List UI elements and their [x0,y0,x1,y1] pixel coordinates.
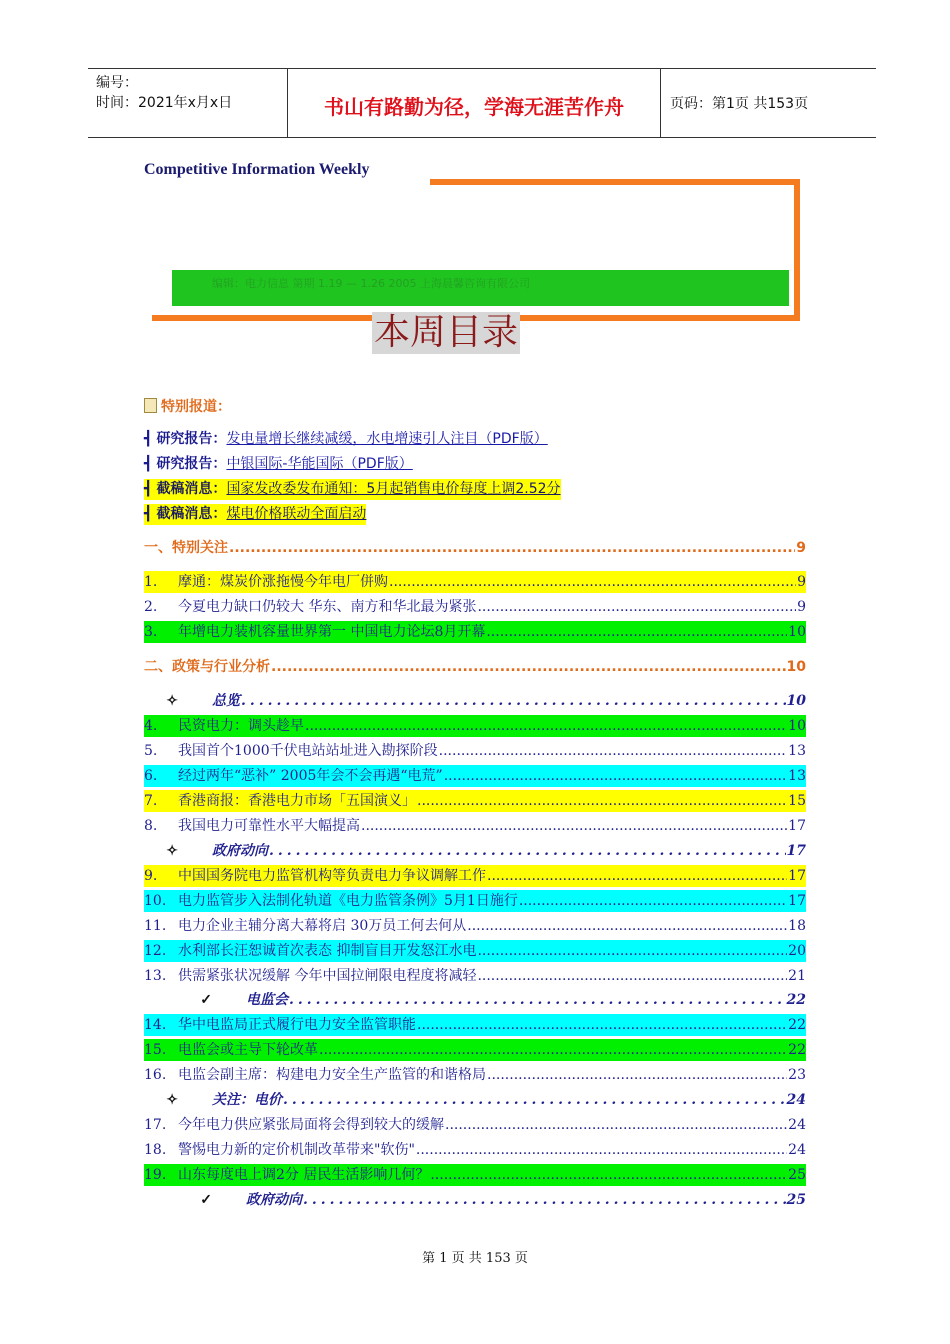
toc-item[interactable] [144,790,806,812]
item-number: 9. [144,868,158,884]
item-title: 电力企业主辅分离大幕将启 30万员工何去何从 [178,918,467,934]
page-ref: 24 [786,1092,806,1108]
leader-dots [486,621,787,643]
item-number: 12. [144,943,167,959]
motto: 书山有路勤为径，学海无涯苦作舟 [324,95,624,119]
item-number: 15. [144,1042,167,1058]
toc-item[interactable] [144,815,806,837]
page-ref: 9 [797,599,806,615]
toc-item[interactable] [144,965,806,987]
report-kind: 研究报告： [156,431,227,447]
divider [660,69,661,137]
leader-dots [477,940,787,962]
checkmark-icon: ✓ [200,1192,212,1208]
page-ref: 13 [788,768,806,784]
toc-subsection[interactable] [144,1089,806,1111]
item-title: 水利部长汪恕诚首次表态 抑制盲目开发怒江水电 [178,943,477,959]
leader-dots [269,840,786,862]
sparkle-icon: ✧ [166,1092,178,1108]
section-title: 二、政策与行业分析 [144,659,270,675]
leader-dots [416,1139,787,1161]
toc-section[interactable] [144,656,806,678]
bullet-icon: ┫ [144,431,153,447]
item-number: 19. [144,1167,167,1183]
page-ref: 22 [786,992,806,1008]
page-ref: 10 [788,718,806,734]
toc-item[interactable] [144,715,806,737]
item-title: 年增电力装机容量世界第一 中国电力论坛8月开幕 [178,624,486,640]
item-number: 17. [144,1117,167,1133]
header-page-number: 页码：第1页 共153页 [670,96,809,112]
item-title: 中国国务院电力监管机构等负责电力争议调解工作 [178,868,486,884]
toc-item[interactable] [144,596,806,618]
leader-dots [241,690,786,712]
item-title: 警惕电力新的定价机制改革带来"软伤" [178,1142,415,1158]
item-number: 16. [144,1067,167,1083]
item-number: 8. [144,818,158,834]
leader-dots [477,596,796,618]
section-title: 一、特别关注 [144,540,228,556]
page-ref: 17 [788,893,806,909]
item-title: 我国电力可靠性水平大幅提高 [178,818,360,834]
toc-item[interactable] [144,865,806,887]
page-ref: 25 [786,1192,806,1208]
leader-dots [417,1014,787,1036]
special-heading-label: 特别报道： [161,399,231,415]
special-report-item[interactable] [144,504,366,525]
toc-subsection[interactable] [144,1189,806,1211]
report-link[interactable]: 煤电价格联动全面启动 [226,506,367,522]
checkmark-icon: ✓ [200,992,212,1008]
special-heading [144,396,231,416]
item-number: 4. [144,718,158,734]
page-ref: 15 [788,793,806,809]
subsection-title: 电监会 [246,992,288,1008]
item-title: 今年电力供应紧张局面将会得到较大的缓解 [178,1117,444,1133]
page-ref: 22 [788,1042,806,1058]
page-ref: 18 [788,918,806,934]
page-ref: 24 [788,1142,806,1158]
toc-subsection[interactable] [144,989,806,1011]
item-title: 山东每度电上调2分 居民生活影响几何？ [178,1167,430,1183]
item-number: 3. [144,624,158,640]
item-title: 今夏电力缺口仍较大 华东、南方和华北最为紧张 [178,599,477,615]
item-number: 1. [144,574,158,590]
page-ref: 10 [786,693,806,709]
page-ref: 13 [788,743,806,759]
sparkle-icon: ✧ [166,843,178,859]
toc-subsection[interactable] [144,690,806,712]
page-ref: 10 [786,659,806,675]
item-title: 华中电监局正式履行电力安全监管职能 [178,1017,416,1033]
document-icon [144,398,157,413]
item-number: 14. [144,1017,167,1033]
toc-item[interactable] [144,940,806,962]
toc-item[interactable] [144,1114,806,1136]
leader-dots [487,865,787,887]
page-ref: 23 [788,1067,806,1083]
bullet-icon: ┫ [144,506,153,522]
toc-item[interactable] [144,1139,806,1161]
special-report-item[interactable] [144,454,413,475]
orange-frame-right [794,179,800,321]
bullet-icon: ┫ [144,481,153,497]
toc-subsection[interactable] [144,840,806,862]
toc-item[interactable] [144,740,806,762]
header-meta [96,73,232,113]
page-ref: 10 [788,624,806,640]
toc-section[interactable] [144,537,806,559]
item-title: 电监会或主导下轮改革 [178,1042,318,1058]
report-kind: 研究报告： [156,456,227,472]
subsection-title: 政府动向 [246,1192,302,1208]
item-number: 11. [144,918,167,934]
special-report-item[interactable] [144,429,548,450]
item-title: 我国首个1000千伏电站站址进入勘探阶段 [178,743,438,759]
subsection-title: 政府动向 [212,843,268,859]
item-number: 6. [144,768,158,784]
toc-item[interactable] [144,1064,806,1086]
toc-item[interactable] [144,915,806,937]
leader-dots [439,740,788,762]
sparkle-icon: ✧ [166,693,178,709]
toc-item[interactable] [144,765,806,787]
leader-dots [305,715,787,737]
leader-dots [417,790,787,812]
leader-dots [289,989,786,1011]
leader-dots [319,1039,787,1061]
page-ref: 25 [788,1167,806,1183]
toc-item[interactable] [144,571,806,593]
toc-item[interactable] [144,1039,806,1061]
page-ref: 17 [786,843,806,859]
item-title: 香港商报：香港电力市场「五国演义」 [178,793,416,809]
page-ref: 22 [788,1017,806,1033]
leader-dots [477,965,787,987]
report-link[interactable]: 国家发改委发布通知：5月起销售电价每度上调2.52分 [226,481,561,497]
issue-band: 编辑：电力信息 第期 1.19 — 1.26 2005 上海晨馨咨询有限公司 [172,270,789,306]
code-label: 编号： [96,75,138,91]
page-ref: 17 [788,868,806,884]
leader-dots [229,537,795,559]
time-label: 时间：2021年x月x日 [96,95,233,111]
page-ref: 17 [788,818,806,834]
item-number: 10. [144,893,167,909]
leader-dots [444,765,787,787]
report-kind: 截稿消息： [156,481,227,497]
toc-item[interactable] [144,890,806,912]
weekly-title: Competitive Information Weekly [144,161,370,178]
special-report-item[interactable] [144,479,561,500]
toc-item[interactable] [144,621,806,643]
item-title: 经过两年“恶补” 2005年会不会再遇“电荒” [178,768,443,784]
page-ref: 9 [797,574,806,590]
report-link[interactable]: 中银国际-华能国际（PDF版） [226,456,413,472]
item-title: 民资电力：调头趁早 [178,718,304,734]
leader-dots [271,656,786,678]
leader-dots [283,1089,786,1111]
item-title: 电力监管步入法制化轨道《电力监管条例》5月1日施行 [178,893,518,909]
item-number: 7. [144,793,158,809]
item-number: 13. [144,968,167,984]
report-kind: 截稿消息： [156,506,227,522]
subsection-title: 关注：电价 [212,1092,282,1108]
page-ref: 21 [788,968,806,984]
leader-dots [430,1164,787,1186]
leader-dots [361,815,787,837]
leader-dots [467,915,787,937]
leader-dots [487,1064,787,1086]
orange-frame-top [430,179,800,185]
item-number: 18. [144,1142,167,1158]
page-ref: 9 [796,540,806,556]
page-ref: 24 [788,1117,806,1133]
item-title: 摩通：煤炭价涨拖慢今年电厂併购 [178,574,388,590]
leader-dots [519,890,787,912]
item-title: 电监会副主席：构建电力安全生产监管的和谐格局 [178,1067,486,1083]
item-number: 5. [144,743,158,759]
leader-dots [389,571,796,593]
item-title: 供需紧张状况缓解 今年中国拉闸限电程度将减轻 [178,968,477,984]
leader-dots [445,1114,787,1136]
report-link[interactable]: 发电量增长继续减缓，水电增速引人注目（PDF版） [226,431,548,447]
page-header [88,68,876,138]
page-ref: 20 [788,943,806,959]
bullet-icon: ┫ [144,456,153,472]
item-number: 2. [144,599,158,615]
toc-item[interactable] [144,1164,806,1186]
subsection-title: 总览 [212,693,240,709]
leader-dots [303,1189,786,1211]
page-footer: 第 1 页 共 153 页 [422,1251,528,1266]
toc-item[interactable] [144,1014,806,1036]
toc-title: 本周目录 [374,312,519,353]
